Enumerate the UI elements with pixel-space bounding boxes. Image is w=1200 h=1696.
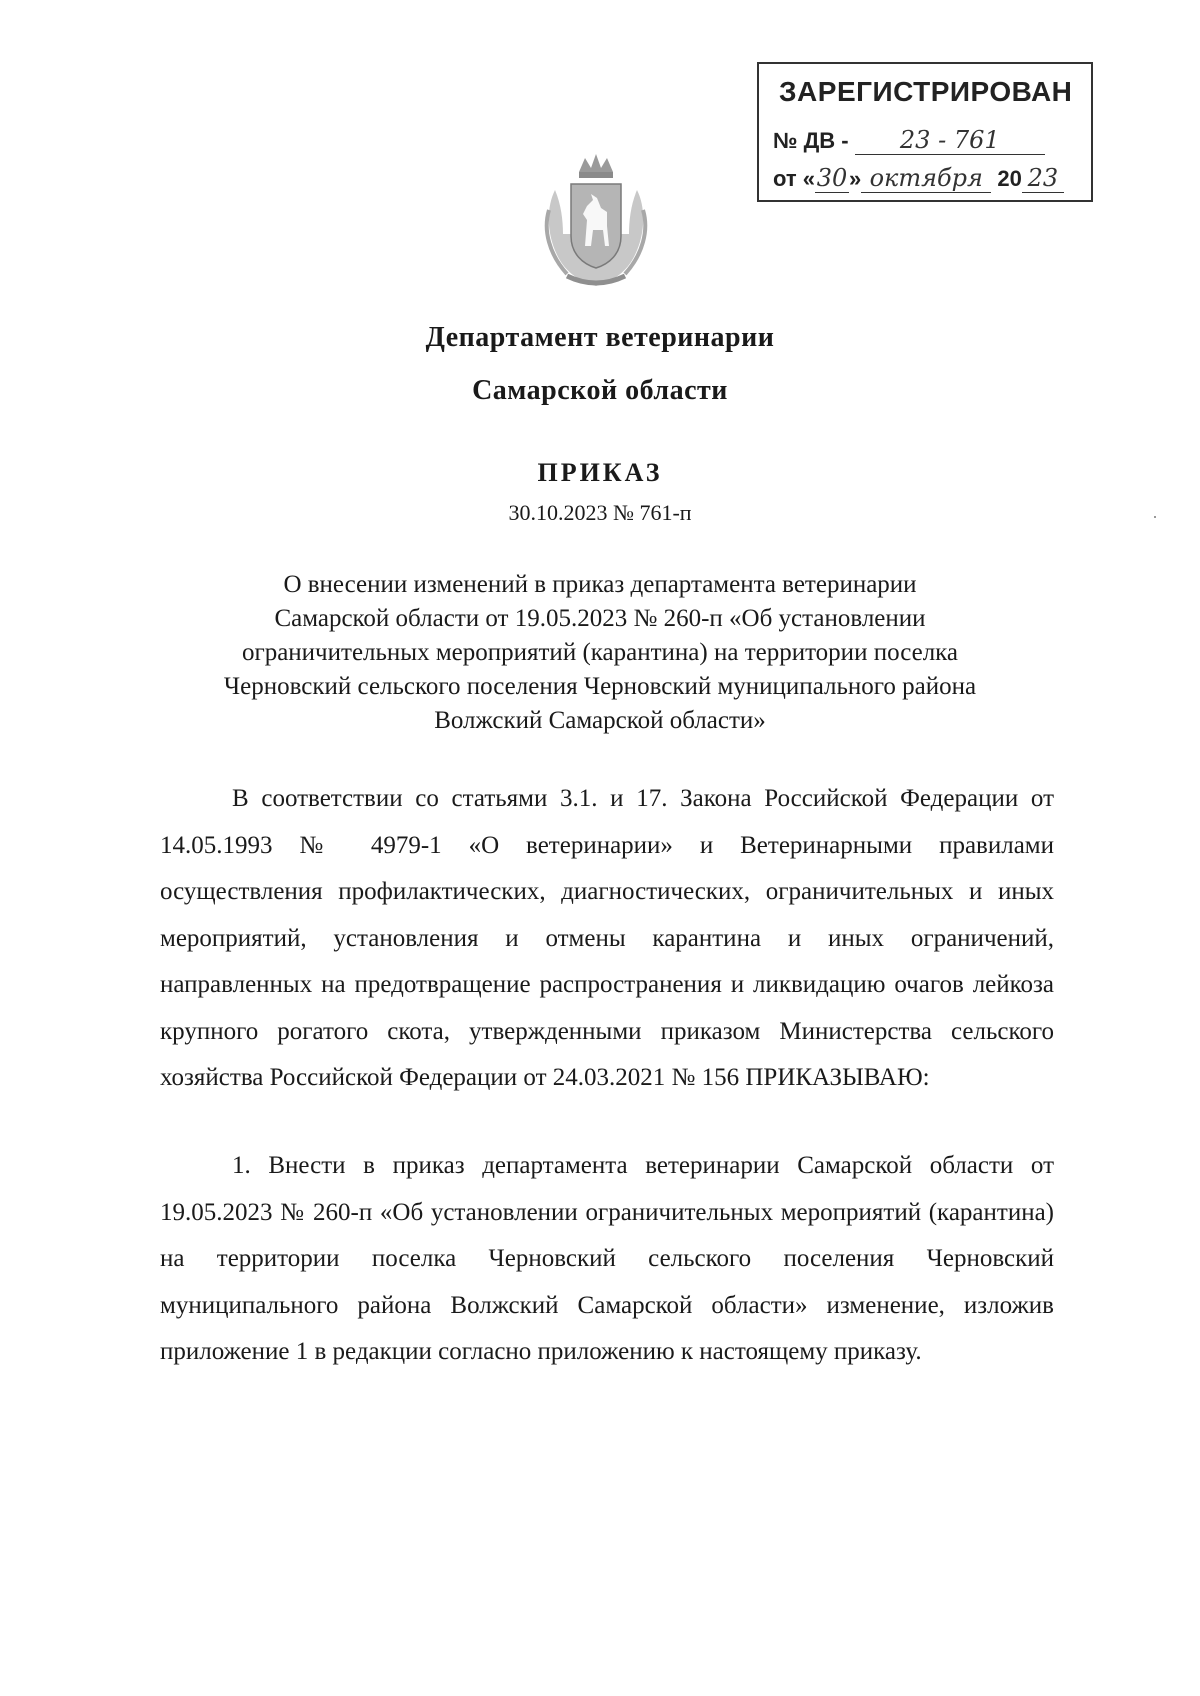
- body-paragraph-preamble: В соответствии со статьями 3.1. и 17. Закона Российской Федерации от 14.05.1993 № 4979-1 «О ветеринарии» и Ветеринарными правилами осуществления профилактических, диагностических, ограничительных и иных мероприятий, установления и отмены карантина и иных ограничений, направленных на предотвращение распространения и ликвидацию очагов лейкоза крупного рогатого скота, утвержденными приказом Министерства сельского хозяйства Российской Федерации от 24.03.2021 № 156 ПРИКАЗЫВАЮ:: [160, 785, 1054, 1091]
- stamp-number-prefix: № ДВ -: [773, 128, 849, 153]
- stamp-date-month: октября: [861, 164, 991, 193]
- stamp-number-line: [773, 126, 1045, 155]
- scan-speck: [1154, 516, 1156, 518]
- order-title: ПРИКАЗ: [537, 458, 663, 487]
- stamp-title: ЗАРЕГИСТРИРОВАН: [779, 76, 1073, 107]
- department-name-line2: Самарской области: [472, 375, 728, 406]
- subject-line: ограничительных мероприятий (карантина) на территории поселка: [241, 639, 959, 666]
- body-paragraph-item-1: 1. Внести в приказ департамента ветеринарии Самарской области от 19.05.2023 № 260-п «Об установлении ограничительных мероприятий (карантина) на территории поселка Черновский сельского поселения Черновский муниципального района Волжский Самарской области» изменение, изложив приложение 1 в редакции согласно приложению к настоящему приказу.: [160, 1152, 1054, 1365]
- subject-line: Самарской области от 19.05.2023 № 260-п «Об установлении: [274, 605, 926, 632]
- registration-stamp: [757, 62, 1093, 202]
- subject-line: О внесении изменений в приказ департамента ветеринарии: [283, 571, 917, 598]
- stamp-date-line: [773, 164, 1064, 193]
- stamp-number-handwritten: 23 - 761: [855, 126, 1045, 155]
- order-date-number: 30.10.2023 № 761-п: [508, 500, 692, 525]
- department-name-line1: Департамент ветеринарии: [425, 322, 775, 353]
- stamp-date-prefix: от «: [773, 166, 816, 191]
- order-subject: [160, 568, 1040, 738]
- coat-of-arms-emblem: [541, 150, 651, 292]
- stamp-date-mid: »: [849, 166, 862, 191]
- stamp-date-year-prefix: 20: [997, 166, 1022, 191]
- stamp-date-day: 30: [816, 164, 848, 192]
- stamp-date-year: 23: [1022, 164, 1064, 193]
- subject-line: Черновский сельского поселения Черновский муниципального района: [223, 673, 977, 700]
- subject-line: Волжский Самарской области»: [434, 707, 766, 734]
